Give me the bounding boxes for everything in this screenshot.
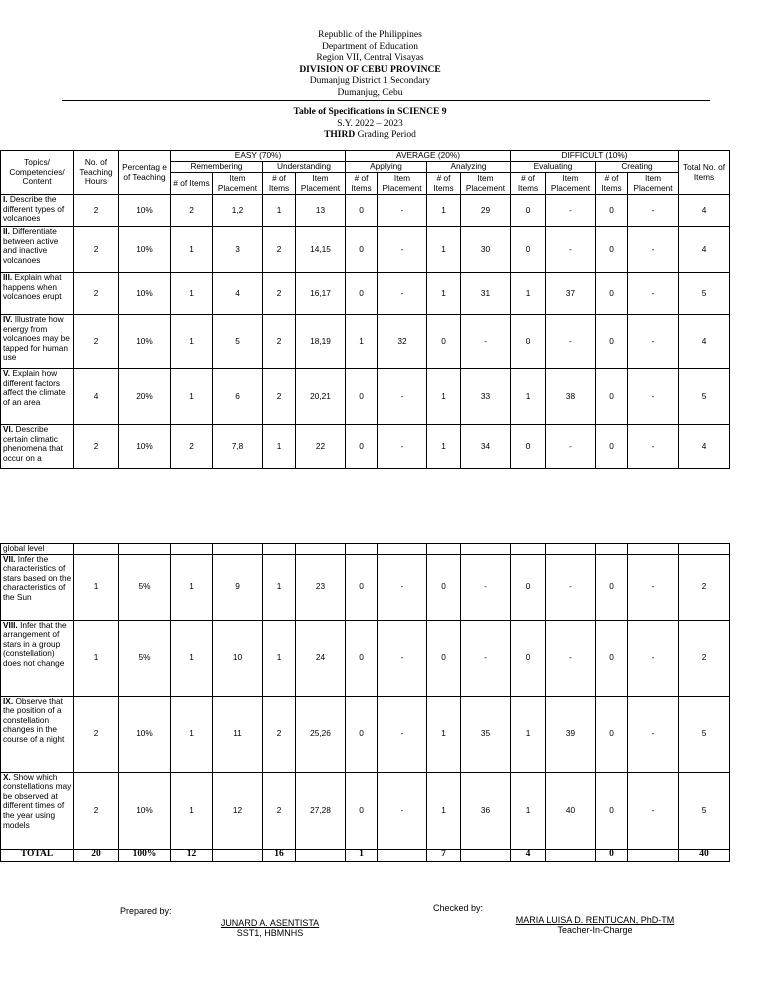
topic-cell [1, 772, 74, 849]
num-items-cell: 2 [171, 195, 213, 227]
total-remembering: 12 [171, 849, 213, 861]
blank [296, 849, 346, 861]
percentage-cell: 10% [119, 315, 171, 369]
percentage-cell: 20% [119, 369, 171, 425]
topic-text: Illustrate how energy from volcanoes may be tapped for human use [3, 314, 70, 363]
item-placement-cell: - [461, 315, 511, 369]
topic-cell [1, 696, 74, 772]
table-row [1, 227, 730, 273]
total-items: 40 [679, 849, 730, 861]
num-items-cell: 0 [427, 554, 461, 620]
republic-line: Republic of the Philippines [318, 30, 422, 40]
total-items-cell: 4 [679, 195, 730, 227]
num-items-cell: 0 [346, 425, 378, 469]
topic-cell [1, 227, 74, 273]
topic-cell [1, 554, 74, 620]
num-items-cell: 0 [346, 696, 378, 772]
region-line: Region VII, Central Visayas [316, 53, 424, 63]
topic-text: Explain what happens when volcanoes erupt [3, 272, 62, 302]
topic-number: VII. [3, 554, 16, 564]
col-topics: Topics/ Competencies/ Content [1, 151, 74, 195]
col-item-placement: Item Placement [213, 173, 263, 195]
col-num-items: # of Items [596, 173, 628, 195]
item-placement-cell: - [628, 696, 679, 772]
num-items-cell: 0 [596, 554, 628, 620]
item-placement-cell: 39 [546, 696, 596, 772]
col-applying: Applying [346, 162, 427, 173]
num-items-cell: 0 [511, 227, 546, 273]
checked-by-title: Teacher-In-Charge [557, 925, 633, 935]
hours-cell: 2 [74, 425, 119, 469]
total-items-cell: 5 [679, 696, 730, 772]
num-items-cell: 0 [596, 195, 628, 227]
item-placement-cell: 5 [213, 315, 263, 369]
item-placement-cell: 25,26 [296, 696, 346, 772]
item-placement-cell: 4 [213, 273, 263, 315]
hours-cell: 1 [74, 554, 119, 620]
hours-cell: 2 [74, 195, 119, 227]
num-items-cell: 0 [511, 620, 546, 696]
col-item-placement: Item Placement [296, 173, 346, 195]
item-placement-cell: - [378, 772, 427, 849]
prepared-by-block [190, 918, 350, 938]
checked-by-name: MARIA LUISA D. RENTUCAN, PhD-TM [515, 915, 675, 925]
num-items-cell: 1 [346, 315, 378, 369]
col-analyzing: Analyzing [427, 162, 511, 173]
total-applying: 1 [346, 849, 378, 861]
item-placement-cell: - [628, 315, 679, 369]
num-items-cell: 1 [263, 195, 296, 227]
total-items-cell: 2 [679, 554, 730, 620]
col-percentage: Percentag e of Teaching [119, 151, 171, 195]
topic-cell [1, 369, 74, 425]
num-items-cell: 1 [171, 696, 213, 772]
num-items-cell: 0 [596, 696, 628, 772]
item-placement-cell: 40 [546, 772, 596, 849]
num-items-cell: 0 [596, 273, 628, 315]
topic-cell [1, 273, 74, 315]
num-items-cell: 0 [596, 369, 628, 425]
topic-cell [1, 315, 74, 369]
specification-table-continued [0, 543, 730, 862]
percentage-cell: 10% [119, 227, 171, 273]
num-items-cell: 0 [596, 315, 628, 369]
topic-text: Differentiate between active and inactive volcanoes [3, 226, 59, 265]
item-placement-cell: 22 [296, 425, 346, 469]
num-items-cell: 1 [171, 620, 213, 696]
school-year: S.Y. 2022 – 2023 [337, 118, 403, 129]
table-row [1, 554, 730, 620]
num-items-cell: 1 [171, 772, 213, 849]
total-items-cell: 5 [679, 369, 730, 425]
item-placement-cell: - [378, 195, 427, 227]
num-items-cell: 0 [596, 620, 628, 696]
total-creating: 0 [596, 849, 628, 861]
blank [213, 849, 263, 861]
district-line: Dumanjug District 1 Secondary [309, 76, 431, 86]
topic-text: Infer that the arrangement of stars in a group (constellation) does not change [3, 620, 67, 668]
topic-cell [1, 425, 74, 469]
topic-number: VIII. [3, 620, 18, 630]
percentage-cell: 10% [119, 273, 171, 315]
num-items-cell: 1 [263, 425, 296, 469]
item-placement-cell: 3 [213, 227, 263, 273]
num-items-cell: 2 [263, 696, 296, 772]
division-line: DIVISION OF CEBU PROVINCE [299, 64, 441, 75]
item-placement-cell: - [628, 554, 679, 620]
num-items-cell: 0 [511, 195, 546, 227]
totals-row [1, 849, 730, 861]
topic-text: Describe certain climatic phenomena that occur on a [3, 424, 63, 463]
item-placement-cell: 13 [296, 195, 346, 227]
grading-period: THIRD Grading Period [324, 130, 416, 140]
checked-by-label: Checked by: [433, 903, 484, 913]
num-items-cell: 1 [427, 195, 461, 227]
blank [628, 849, 679, 861]
item-placement-cell: 23 [296, 554, 346, 620]
topic-text: Show which constellations may be observed at different times of the year using models [3, 772, 72, 830]
col-num-items: # of Items [263, 173, 296, 195]
item-placement-cell: - [628, 620, 679, 696]
num-items-cell: 1 [427, 696, 461, 772]
document-header [0, 30, 740, 99]
item-placement-cell: 30 [461, 227, 511, 273]
total-items-cell: 4 [679, 315, 730, 369]
table-row [1, 195, 730, 227]
total-items-cell: 5 [679, 273, 730, 315]
location-line: Dumanjug, Cebu [337, 87, 403, 98]
table-row [1, 273, 730, 315]
topic-number: V. [3, 368, 11, 378]
num-items-cell: 1 [171, 315, 213, 369]
topic-number: I. [3, 194, 8, 204]
num-items-cell: 1 [171, 273, 213, 315]
table-row [1, 696, 730, 772]
item-placement-cell: 31 [461, 273, 511, 315]
item-placement-cell: 1,2 [213, 195, 263, 227]
item-placement-cell: 18,19 [296, 315, 346, 369]
percentage-cell: 5% [119, 620, 171, 696]
num-items-cell: 1 [171, 554, 213, 620]
total-hours: 20 [74, 849, 119, 861]
continuation-row [1, 544, 730, 555]
total-items-cell: 4 [679, 227, 730, 273]
num-items-cell: 1 [263, 620, 296, 696]
total-items-cell: 4 [679, 425, 730, 469]
col-understanding: Understanding [263, 162, 346, 173]
specification-table [0, 150, 730, 469]
table-row [1, 620, 730, 696]
item-placement-cell: - [546, 425, 596, 469]
item-placement-cell: 35 [461, 696, 511, 772]
item-placement-cell: - [378, 273, 427, 315]
item-placement-cell: - [546, 620, 596, 696]
item-placement-cell: 34 [461, 425, 511, 469]
item-placement-cell: 12 [213, 772, 263, 849]
col-item-placement: Item Placement [461, 173, 511, 195]
total-items-cell: 5 [679, 772, 730, 849]
topic-cell [1, 195, 74, 227]
prepared-by-label: Prepared by: [120, 906, 172, 916]
topic-text: Infer the characteristics of stars based on the characteristics of the Sun [3, 554, 72, 602]
item-placement-cell: 29 [461, 195, 511, 227]
col-item-placement: Item Placement [628, 173, 679, 195]
col-average: AVERAGE (20%) [346, 151, 511, 162]
topic-number: IX. [3, 696, 14, 706]
num-items-cell: 0 [346, 620, 378, 696]
item-placement-cell: - [378, 620, 427, 696]
num-items-cell: 0 [427, 620, 461, 696]
topic-continuation: global level [1, 544, 74, 555]
item-placement-cell: - [546, 315, 596, 369]
num-items-cell: 1 [427, 369, 461, 425]
blank [461, 849, 511, 861]
topic-number: X. [3, 772, 11, 782]
table-row [1, 425, 730, 469]
item-placement-cell: - [628, 425, 679, 469]
item-placement-cell: 37 [546, 273, 596, 315]
num-items-cell: 0 [346, 227, 378, 273]
topic-text: Explain how different factors affect the climate of an area [3, 368, 66, 407]
col-num-items: # of Items [427, 173, 461, 195]
num-items-cell: 0 [346, 554, 378, 620]
topic-number: III. [3, 272, 13, 282]
col-hours: No. of Teaching Hours [74, 151, 119, 195]
col-item-placement: Item Placement [546, 173, 596, 195]
item-placement-cell: - [378, 227, 427, 273]
num-items-cell: 0 [346, 273, 378, 315]
item-placement-cell: 38 [546, 369, 596, 425]
item-placement-cell: - [628, 195, 679, 227]
item-placement-cell: 16,17 [296, 273, 346, 315]
num-items-cell: 1 [427, 227, 461, 273]
document-title-block [0, 107, 740, 142]
col-remembering: Remembering [171, 162, 263, 173]
item-placement-cell: - [546, 554, 596, 620]
hours-cell: 4 [74, 369, 119, 425]
item-placement-cell: 36 [461, 772, 511, 849]
header-divider [62, 100, 710, 101]
item-placement-cell: 20,21 [296, 369, 346, 425]
item-placement-cell: - [628, 369, 679, 425]
num-items-cell: 1 [171, 369, 213, 425]
num-items-cell: 0 [596, 772, 628, 849]
num-items-cell: 1 [427, 425, 461, 469]
num-items-cell: 2 [263, 273, 296, 315]
prepared-by-name: JUNARD A. ASENTISTA [220, 918, 320, 928]
total-items-cell: 2 [679, 620, 730, 696]
percentage-cell: 10% [119, 772, 171, 849]
total-analyzing: 7 [427, 849, 461, 861]
topic-text: Observe that the position of a constellation changes in the course of a night [3, 696, 65, 744]
num-items-cell: 0 [346, 195, 378, 227]
topic-number: IV. [3, 314, 13, 324]
item-placement-cell: - [546, 195, 596, 227]
col-total-items: Total No. of Items [679, 151, 730, 195]
item-placement-cell: 27,28 [296, 772, 346, 849]
num-items-cell: 1 [171, 227, 213, 273]
topic-number: VI. [3, 424, 14, 434]
total-evaluating: 4 [511, 849, 546, 861]
item-placement-cell: 33 [461, 369, 511, 425]
num-items-cell: 0 [346, 772, 378, 849]
num-items-cell: 2 [171, 425, 213, 469]
num-items-cell: 1 [511, 273, 546, 315]
checked-by-block [500, 915, 690, 935]
num-items-cell: 1 [427, 273, 461, 315]
num-items-cell: 1 [427, 772, 461, 849]
item-placement-cell: - [628, 772, 679, 849]
blank [378, 849, 427, 861]
total-label: TOTAL [1, 849, 74, 861]
item-placement-cell: - [378, 696, 427, 772]
num-items-cell: 2 [263, 772, 296, 849]
total-percentage: 100% [119, 849, 171, 861]
blank [546, 849, 596, 861]
percentage-cell: 10% [119, 195, 171, 227]
item-placement-cell: 32 [378, 315, 427, 369]
percentage-cell: 5% [119, 554, 171, 620]
item-placement-cell: - [628, 227, 679, 273]
num-items-cell: 2 [263, 227, 296, 273]
percentage-cell: 10% [119, 425, 171, 469]
col-difficult: DIFFICULT (10%) [511, 151, 679, 162]
item-placement-cell: - [378, 425, 427, 469]
num-items-cell: 0 [511, 554, 546, 620]
topic-text: Describe the different types of volcanoes [3, 194, 65, 224]
num-items-cell: 0 [596, 227, 628, 273]
table-row [1, 772, 730, 849]
table-row [1, 369, 730, 425]
item-placement-cell: 7,8 [213, 425, 263, 469]
item-placement-cell: 24 [296, 620, 346, 696]
item-placement-cell: 6 [213, 369, 263, 425]
topic-number: II. [3, 226, 10, 236]
col-num-items: # of Items [171, 173, 213, 195]
item-placement-cell: - [461, 554, 511, 620]
item-placement-cell: - [461, 620, 511, 696]
num-items-cell: 0 [346, 369, 378, 425]
hours-cell: 2 [74, 227, 119, 273]
item-placement-cell: - [628, 273, 679, 315]
col-evaluating: Evaluating [511, 162, 596, 173]
item-placement-cell: - [378, 554, 427, 620]
percentage-cell: 10% [119, 696, 171, 772]
hours-cell: 2 [74, 315, 119, 369]
table-row [1, 315, 730, 369]
prepared-by-title: SST1, HBMNHS [236, 928, 304, 938]
topic-cell [1, 620, 74, 696]
item-placement-cell: 9 [213, 554, 263, 620]
col-num-items: # of Items [346, 173, 378, 195]
col-item-placement: Item Placement [378, 173, 427, 195]
num-items-cell: 0 [427, 315, 461, 369]
num-items-cell: 1 [511, 772, 546, 849]
total-understanding: 16 [263, 849, 296, 861]
document-title: Table of Specifications in SCIENCE 9 [293, 107, 447, 117]
item-placement-cell: 14,15 [296, 227, 346, 273]
department-line: Department of Education [321, 41, 419, 52]
item-placement-cell: - [546, 227, 596, 273]
hours-cell: 2 [74, 273, 119, 315]
hours-cell: 2 [74, 772, 119, 849]
col-easy: EASY (70%) [171, 151, 346, 162]
num-items-cell: 1 [511, 696, 546, 772]
num-items-cell: 1 [263, 554, 296, 620]
hours-cell: 2 [74, 696, 119, 772]
num-items-cell: 0 [511, 425, 546, 469]
num-items-cell: 1 [511, 369, 546, 425]
item-placement-cell: 10 [213, 620, 263, 696]
num-items-cell: 2 [263, 315, 296, 369]
num-items-cell: 2 [263, 369, 296, 425]
col-creating: Creating [596, 162, 679, 173]
num-items-cell: 0 [511, 315, 546, 369]
item-placement-cell: 11 [213, 696, 263, 772]
hours-cell: 1 [74, 620, 119, 696]
num-items-cell: 0 [596, 425, 628, 469]
col-num-items: # of Items [511, 173, 546, 195]
item-placement-cell: - [378, 369, 427, 425]
